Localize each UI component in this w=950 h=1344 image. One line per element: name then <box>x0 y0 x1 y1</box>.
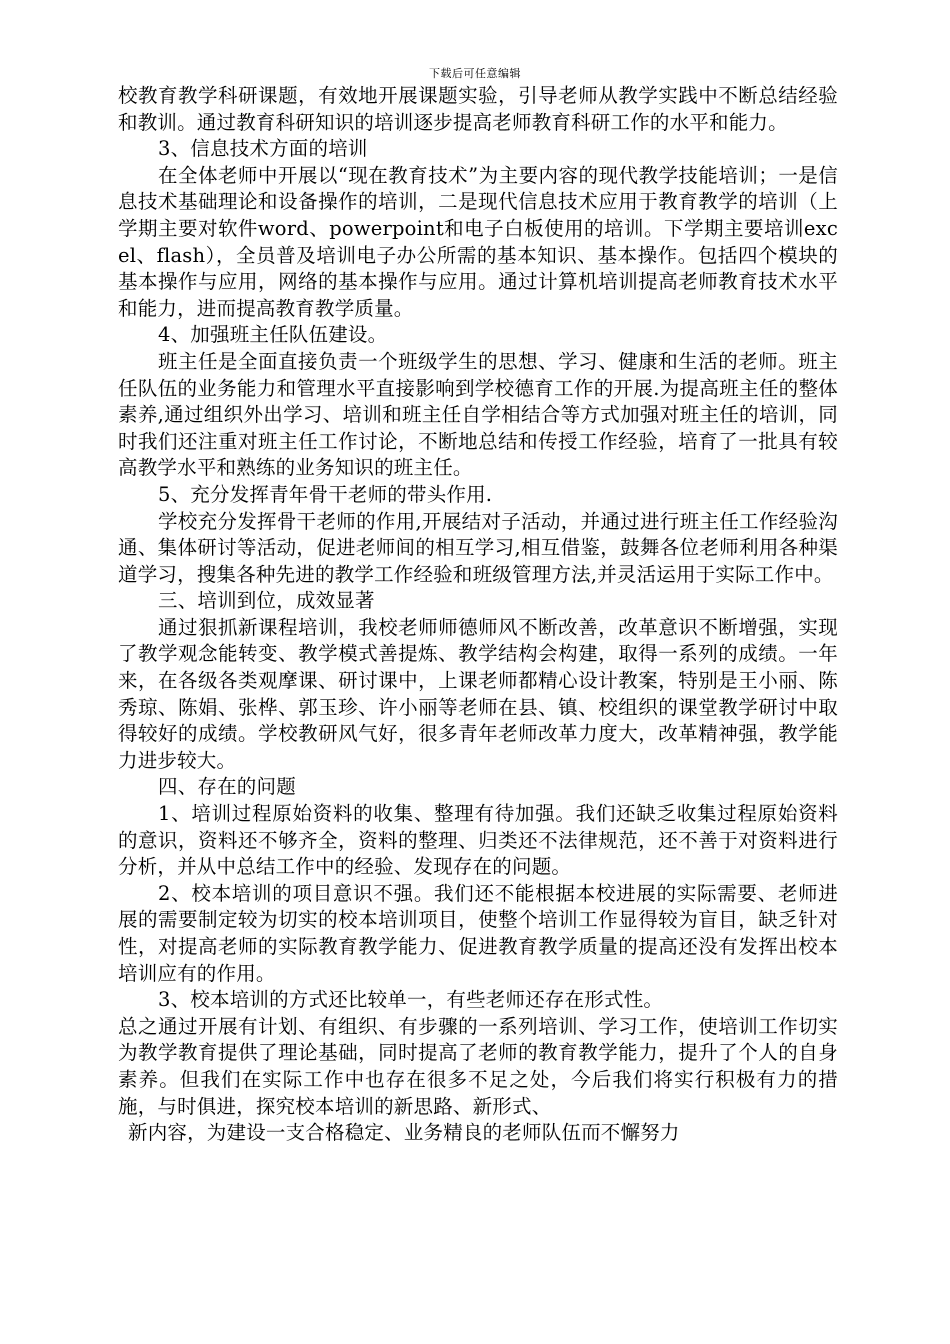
paragraph-conclusion: 总之通过开展有计划、有组织、有步骤的一系列培训、学习工作，使培训工作切实为教学教育提供了理论基础，同时提高了老师的教育教学能力，提升了个人的自身素养。但我们在实际工作中也存在很多不足之处，今后我们将实行积极有力的措施，与时俱进，探究校本培训的新思路、新形式、 <box>118 1014 838 1118</box>
paragraph-young-teachers: 学校充分发挥骨干老师的作用,开展结对子活动，并通过进行班主任工作经验沟通、集体研讨等活动，促进老师间的相互学习,相互借鉴，鼓舞各位老师利用各种渠道学习，搜集各种先进的教学工作经验和班级管理方法,并灵活运用于实际工作中。 <box>118 509 838 586</box>
document-body <box>118 83 838 1147</box>
paragraph-conclusion-end: 新内容，为建设一支合格稳定、业务精良的老师队伍而不懈努力 <box>128 1121 680 1145</box>
page-header: 下载后可任意编辑 <box>429 67 521 80</box>
heading-class-teacher: 4、加强班主任队伍建设。 <box>158 323 388 347</box>
heading-it-training: 3、信息技术方面的培训 <box>158 137 368 161</box>
heading-young-teachers: 5、充分发挥青年骨干老师的带头作用. <box>158 482 493 506</box>
paragraph-problem-3: 3、校本培训的方式还比较单一，有些老师还存在形式性。 <box>158 988 664 1012</box>
paragraph-problem-2: 2、校本培训的项目意识不强。我们还不能根据本校进展的实际需要、老师进展的需要制定较为切实的校本培训项目，使整个培训工作显得较为盲目，缺乏针对性，对提高老师的实际教育教学能力、促进教育教学质量的提高还没有发挥出校本培训应有的作用。 <box>118 881 838 985</box>
paragraph-class-teacher: 班主任是全面直接负责一个班级学生的思想、学习、健康和生活的老师。班主任队伍的业务能力和管理水平直接影响到学校德育工作的开展.为提高班主任的整体素养,通过组织外出学习、培训和班主任自学相结合等方式加强对班主任的培训，同时我们还注重对班主任工作讨论，不断地总结和传授工作经验，培育了一批具有较高教学水平和熟练的业务知识的班主任。 <box>118 349 838 480</box>
section-heading-problems: 四、存在的问题 <box>158 775 296 799</box>
paragraph-results: 通过狠抓新课程培训，我校老师师德师风不断改善，改革意识不断增强，实现了教学观念能转变、教学模式善提炼、教学结构会构建，取得一系列的成绩。一年来，在各级各类观摩课、研讨课中，上课老师都精心设计教案，特别是王小丽、陈秀琼、陈娟、张桦、郭玉珍、许小丽等老师在县、镇、校组织的课堂教学研讨中取得较好的成绩。学校教研风气好，很多青年老师改革力度大，改革精神强，教学能力进步较大。 <box>118 615 838 772</box>
paragraph-problem-1: 1、培训过程原始资料的收集、整理有待加强。我们还缺乏收集过程原始资料的意识，资料还不够齐全，资料的整理、归类还不法律规范，还不善于对资料进行分析，并从中总结工作中的经验、发现存在的问题。 <box>118 802 838 879</box>
section-heading-results: 三、培训到位，成效显著 <box>158 589 375 613</box>
paragraph-continuation: 校教育教学科研课题，有效地开展课题实验，引导老师从教学实践中不断总结经验和教训。通过教育科研知识的培训逐步提高老师教育科研工作的水平和能力。 <box>118 84 838 134</box>
paragraph-it-training: 在全体老师中开展以“现在教育技术”为主要内容的现代教学技能培训；一是信息技术基础理论和设备操作的培训，二是现代信息技术应用于教育教学的培训（上学期主要对软件word、powerpoint和电子白板使用的培训。下学期主要培训excel、flash），全员普及培训电子办公所需的基本知识、基本操作。包括四个模块的基本操作与应用，网络的基本操作与应用。通过计算机培训提高老师教育技术水平和能力，进而提高教育教学质量。 <box>118 163 838 320</box>
